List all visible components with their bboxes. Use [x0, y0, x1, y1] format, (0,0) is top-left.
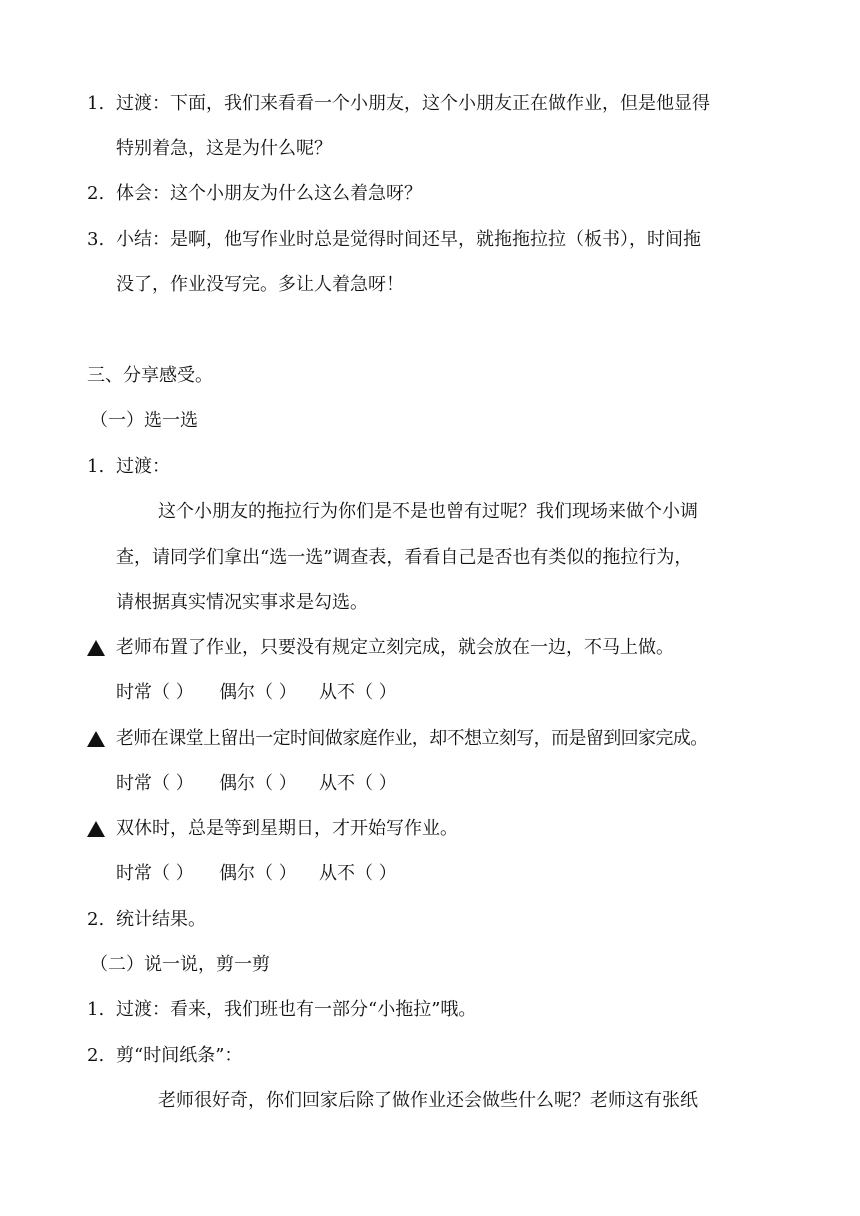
option-never[interactable]: 从不（ ） — [319, 773, 397, 794]
option-sometimes[interactable]: 偶尔（ ） — [219, 773, 297, 794]
item-text: 过渡：看来，我们班也有一部分“小拖拉”哦。 — [116, 999, 477, 1020]
option-sometimes[interactable]: 偶尔（ ） — [219, 682, 297, 703]
triangle-bullet-icon — [87, 731, 105, 747]
item-text: 没了，作业没写完。多让人着急呀！ — [116, 274, 404, 295]
item-number: 2. — [87, 909, 105, 930]
subsection-heading-text: （一）选一选 — [90, 410, 198, 431]
item-text: 过渡： — [116, 456, 170, 477]
option-often[interactable]: 时常（ ） — [116, 863, 194, 884]
triangle-bullet-icon — [87, 640, 105, 656]
option-never[interactable]: 从不（ ） — [319, 682, 397, 703]
item-number: 1. — [87, 999, 105, 1020]
statement-text: 双休时，总是等到星期日，才开始写作业。 — [116, 818, 458, 839]
item-number: 1. — [87, 456, 105, 477]
statement-text: 老师在课堂上留出一定时间做家庭作业，却不想立刻写，而是留到回家完成。 — [116, 728, 708, 749]
item-text: 特别着急，这是为什么呢？ — [116, 138, 332, 159]
item-text: 体会：这个小朋友为什么这么着急呀？ — [116, 183, 422, 204]
statement-text: 老师布置了作业，只要没有规定立刻完成，就会放在一边，不马上做。 — [116, 637, 674, 658]
item-number: 1. — [87, 93, 105, 114]
paragraph-text: 查，请同学们拿出“选一选”调查表，看看自己是否也有类似的拖拉行为， — [116, 547, 693, 568]
item-text: 剪“时间纸条”： — [116, 1045, 243, 1066]
item-text: 统计结果。 — [116, 909, 206, 930]
subsection-heading-text: （二）说一说，剪一剪 — [90, 954, 270, 975]
item-number: 3. — [87, 229, 105, 250]
paragraph-text: 这个小朋友的拖拉行为你们是不是也曾有过呢？我们现场来做个小调 — [158, 501, 698, 522]
paragraph-text: 请根据真实情况实事求是勾选。 — [116, 592, 368, 613]
item-number: 2. — [87, 183, 105, 204]
section-heading-text: 三、分享感受。 — [87, 365, 213, 386]
item-text: 小结：是啊，他写作业时总是觉得时间还早，就拖拖拉拉（板书），时间拖 — [116, 229, 701, 250]
option-never[interactable]: 从不（ ） — [319, 863, 397, 884]
paragraph-text: 老师很好奇，你们回家后除了做作业还会做些什么呢？老师这有张纸 — [158, 1090, 698, 1111]
item-number: 2. — [87, 1045, 105, 1066]
option-sometimes[interactable]: 偶尔（ ） — [219, 863, 297, 884]
item-text: 过渡：下面，我们来看看一个小朋友，这个小朋友正在做作业，但是他显得 — [116, 93, 710, 114]
option-often[interactable]: 时常（ ） — [116, 773, 194, 794]
triangle-bullet-icon — [87, 821, 105, 837]
option-often[interactable]: 时常（ ） — [116, 682, 194, 703]
